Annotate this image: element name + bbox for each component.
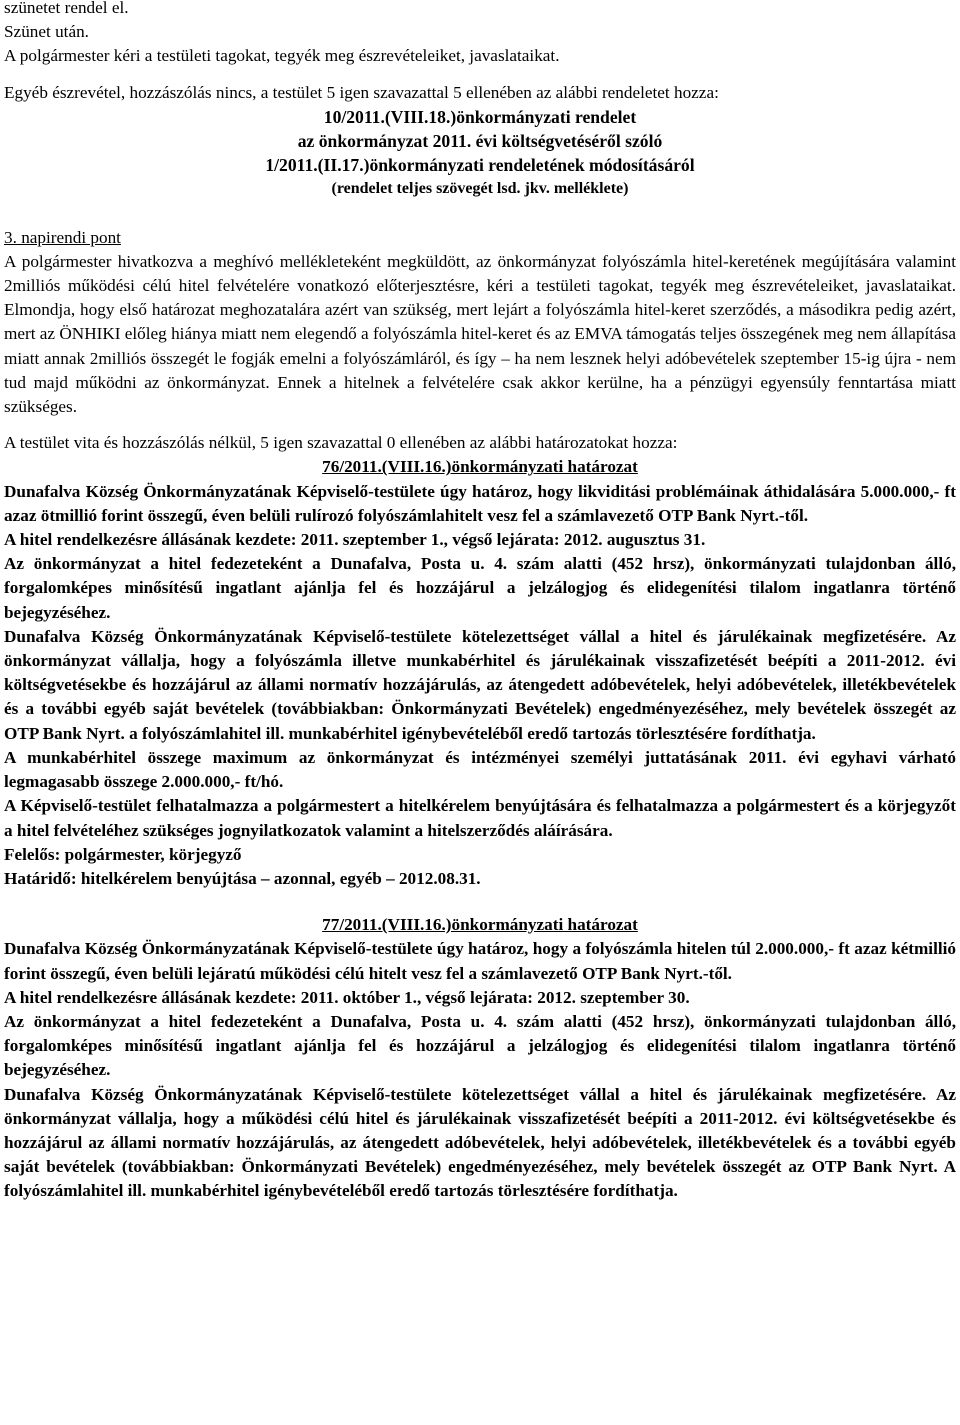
resolution-76-p5: A munkabérhitel összege maximum az önkormányzat és intézményei személyi juttatásának 2011. évi egyhavi várható legmagasabb összege 2.000.000,- ft/hó. (4, 747, 956, 792)
resolution-77-p2: A hitel rendelkezésre állásának kezdete: 2011. október 1., végső lejárata: 2012. szeptember 30. (4, 987, 690, 1007)
agenda-vote: A testület vita és hozzászólás nélkül, 5 igen szavazattal 0 ellenében az alábbi határozatokat hozza: (4, 433, 678, 453)
resolution-76-responsible: Felelős: polgármester, körjegyző (4, 844, 242, 864)
decree-heading (4, 105, 956, 202)
resolution-77 (4, 913, 956, 1203)
resolution-76-p4: Dunafalva Község Önkormányzatának Képviselő-testülete kötelezettséget vállal a hitel és járulékainak megfizetésére. Az önkormányzat vállalja, hogy a folyószámla illetve munkabérhitel és járulékainak visszafizetését beépíti a 2011-2012. évi költségvetésekbe és hozzájárul az állami normatív hozzájárulás, az átengedett adóbevételek, helyi adóbevételek, illetékbevételek és a további egyéb saját bevételek (továbbiakban: Önkormányzati Bevételek) engedményezéséhez, mely bevételek összegét az OTP Bank Nyrt. a folyószámlahitel ill. munkabérhitel igénybevételéből eredő tartozás törlesztésére fordíthatja. (4, 626, 956, 743)
decree-subject: az önkormányzat 2011. évi költségvetéséről szóló (297, 131, 663, 152)
resolution-76-p6: A Képviselő-testület felhatalmazza a polgármestert a hitelkérelem benyújtására és felhatalmazza a polgármestert és a körjegyzőt a hitel felvételéhez szükséges jognyilatkozatok valamint a hitelszerződés aláírására. (4, 796, 956, 840)
agenda-body: A polgármester hivatkozva a meghívó mellékleteként megküldött, az önkormányzat folyószámla hitel-keretének megújítására valamint 2milliós működési célú hitel felvételére vonatkozó előterjesztésre, kéri a testületi tagokat, tegyék meg észrevételeiket, javaslataikat. Elmondja, hogy első határozat meghozatalára azért van szükség, mert lejárt a folyószámla hitel-keret szerződés, a másodikra pedig azért, mert az ÖNHIKI előleg hiánya miatt nem elegendő a folyószámla hitel-keret és az EMVA támogatás teljes összegének meg nem állapítása miatt annak 2milliós összegét le fogják emelni a folyószámláról, és így – ha nem lesznek helyi adóbevételek szeptember 15-ig újra - nem tud majd működni az önkormányzat. Ennek a hitelnek a felvételére csak akkor kerülne, ha a pénzügyi egyensúly fenntartása miatt szükséges. (4, 251, 956, 417)
intro-line-1: szünetet rendel el. (4, 0, 129, 17)
resolution-76-title: 76/2011.(VIII.16.)önkormányzati határozat (322, 457, 638, 477)
resolution-76 (4, 455, 956, 891)
intro-line-3: A polgármester kéri a testületi tagokat, tegyék meg észrevételeiket, javaslataikat. (4, 46, 560, 66)
decree-note: (rendelet teljes szövegét lsd. jkv. melléklete) (331, 180, 629, 198)
intro-line-2: Szünet után. (4, 22, 89, 42)
resolution-76-deadline: Határidő: hitelkérelem benyújtása – azonnal, egyéb – 2012.08.31. (4, 868, 481, 888)
intro-line-4: Egyéb észrevétel, hozzászólás nincs, a testület 5 igen szavazattal 5 ellenében az alábbi rendeletet hozza: (4, 82, 719, 102)
resolution-77-title: 77/2011.(VIII.16.)önkormányzati határozat (322, 915, 638, 935)
resolution-76-p2: A hitel rendelkezésre állásának kezdete: 2011. szeptember 1., végső lejárata: 2012. augusztus 31. (4, 530, 706, 550)
resolution-77-p1: Dunafalva Község Önkormányzatának Képviselő-testülete úgy határoz, hogy a folyószámla hitelen túl 2.000.000,- ft azaz kétmillió forint összegű, éven belüli lejáratú működési célú hitelt vesz fel a számlavezető OTP Bank Nyrt.-től. (4, 939, 956, 983)
decree-amended: 1/2011.(II.17.)önkormányzati rendeletének módosításáról (265, 155, 695, 176)
resolution-77-p4: Dunafalva Község Önkormányzatának Képviselő-testülete kötelezettséget vállal a hitel és járulékainak megfizetésére. Az önkormányzat vállalja, hogy a működési célú hitel és járulékainak visszafizetését beépíti a 2011-2012. évi költségvetésekbe és hozzájárul az állami normatív hozzájárulás, az átengedett adóbevételek, helyi adóbevételek, illetékbevételek és a további egyéb saját bevételek (továbbiakban: Önkormányzati Bevételek) engedményezéséhez, mely bevételek összegét az OTP Bank Nyrt. A folyószámlahitel ill. munkabérhitel igénybevételéből eredő tartozás törlesztésére fordíthatja. (4, 1084, 956, 1201)
resolution-77-p3: Az önkormányzat a hitel fedezeteként a Dunafalva, Posta u. 4. szám alatti (452 hrsz), önkormányzati tulajdonban álló, forgalomképes minősítésű ingatlant ajánlja fel és hozzájárul a jelzálogjog és elidegenítési tilalom ingatlanra történő bejegyzéséhez. (4, 1011, 956, 1080)
decree-number: 10/2011.(VIII.18.)önkormányzati rendelet (323, 106, 637, 127)
resolution-76-p1: Dunafalva Község Önkormányzatának Képviselő-testülete úgy határoz, hogy likviditási problémáinak áthidalására 5.000.000,- ft azaz ötmillió forint összegű, éven belüli rulírozó folyószámlahitelt vesz fel a számlavezető OTP Bank Nyrt.-től. (4, 481, 956, 525)
resolution-76-p3: Az önkormányzat a hitel fedezeteként a Dunafalva, Posta u. 4. szám alatti (452 hrsz), önkormányzati tulajdonban álló, forgalomképes minősítésű ingatlant ajánlja fel és hozzájárul a jelzálogjog és elidegenítési tilalom ingatlanra történő bejegyzéséhez. (4, 554, 956, 622)
agenda-heading: 3. napirendi pont (4, 227, 121, 247)
